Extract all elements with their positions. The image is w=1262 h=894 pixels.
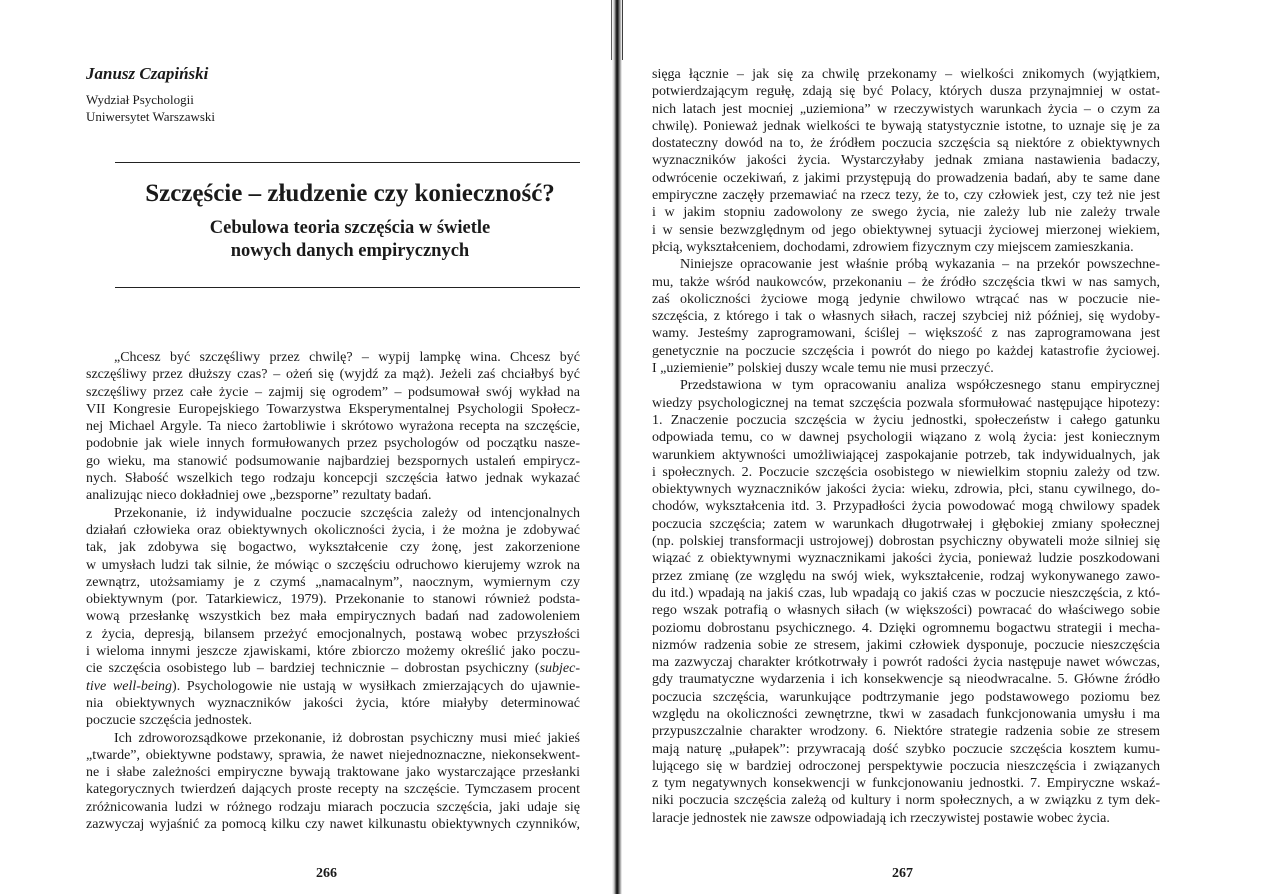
text-line	[652, 533, 1160, 550]
text-line	[652, 395, 1160, 412]
text-line	[652, 741, 1160, 758]
text-line	[652, 135, 1160, 152]
text-line	[652, 671, 1160, 688]
text-line	[652, 204, 1160, 221]
text-line-content: Przekonanie, iż indywidualne poczucie szczęścia zależy od intencjonalnych	[114, 505, 580, 521]
text-line-content: wamy. Jesteśmy zaprogramowani, ściślej – większość z nas zaprogramowana jest	[652, 326, 1160, 342]
text-line-content: zewnątrz, utożsamiamy je z czymś „namacalnym”, naocznym, wymiernym czy	[86, 574, 580, 590]
text-line	[86, 349, 580, 366]
text-line-content: obiektywnym (por. Tatarkiewicz, 1979). Przekonanie to stanowi również podsta-	[86, 592, 580, 608]
text-line	[652, 377, 1160, 394]
text-line	[652, 256, 1160, 273]
text-line-content: warunkiem aktywności umożliwiającej zaspokajanie potrzeb, tak indywidualnych, jak	[652, 447, 1160, 463]
text-line-content: obiektywnych wyznaczników jakości życia: wieku, zdrowia, płci, stanu cywilnego, do-	[652, 482, 1160, 498]
text-line-content: zaś okoliczności życiowe mogą jedynie chwilowo wtrącać nas w poczucie nie-	[652, 291, 1160, 307]
text-line	[86, 522, 580, 539]
text-line-content: rego wszak potrafią o własnych siłach (w większości) powracać do właściwego sobie	[652, 603, 1160, 619]
text-line	[652, 792, 1160, 809]
text-line	[86, 453, 580, 470]
text-line-content: poczucia szczęścia; zatem w warunkach długotrwałej i głębokiej zmiany społecznej	[652, 516, 1160, 532]
title-rule-top	[115, 162, 580, 163]
text-line-content: podobnie jak wiele innych formułowanych przez psychologów od początku nasze-	[86, 436, 580, 452]
text-line	[86, 487, 580, 504]
text-line	[652, 187, 1160, 204]
text-line-content: genetycznie na poczucie szczęścia i powrót do niego po każdej katastrofie życiowej.	[652, 343, 1160, 359]
text-line-content: lującego się w bardziej odroczonej perspektywie poczucia nieszczęścia i związanych	[652, 758, 1160, 774]
text-line-content: empiryczne zaczęły przemawiać na rzecz tezy, że to, czy człowiek jest, czy też nie jest	[652, 188, 1160, 204]
text-line	[86, 626, 580, 643]
affiliation-department: Wydział Psychologii	[86, 92, 194, 107]
text-line-content: Niniejsze opracowanie jest właśnie próbą wykazania – na przekór powszechne-	[680, 257, 1160, 273]
text-line-content: wiedzy psychologicznej na temat szczęścia pozwala sformułować następujące hipotezy:	[652, 395, 1160, 411]
text-line	[652, 689, 1160, 706]
page-number-left: 266	[316, 866, 337, 881]
text-line-content: szczęścia, z którego i tak o własnych siłach, raczej szybciej niż później, się wydoby-	[652, 309, 1160, 325]
text-line	[652, 66, 1160, 83]
text-line-content: sięga łącznie – jak się za chwilę przekonamy – wielkości znikomych (wyjątkiem,	[652, 67, 1160, 82]
text-line	[86, 781, 580, 798]
text-line	[652, 568, 1160, 585]
text-line	[652, 723, 1160, 740]
text-line	[652, 637, 1160, 654]
text-line-content: ma zazwyczaj charakter krótkotrwały i powrót radości życia następuje nawet wówczas,	[652, 655, 1160, 671]
text-line-content: wiązać z obiektywnymi wyznacznikami jakości życia, ponieważ ludzie poszkodowani	[652, 551, 1160, 567]
author-name: Janusz Czapiński	[86, 64, 209, 83]
text-line-content: kategorycznych twierdzeń dających proste recepty na szczęście. Tymczasem procent	[86, 782, 580, 798]
text-line-content: cie szczęścia osobistego lub – bardziej technicznie – dobrostan psychiczny (	[86, 661, 540, 677]
affiliation-university: Uniwersytet Warszawski	[86, 109, 216, 124]
text-line-content: niki poczucia szczęścia zależą od kultury i norm społecznych, a w związku z tym dek-	[652, 793, 1160, 809]
text-line	[652, 706, 1160, 723]
text-line-content: zróżnicowania ludzi w różnego rodzaju miarach poczucia szczęścia, jaki udaje się	[86, 799, 580, 815]
text-line	[652, 239, 1160, 256]
text-line-content: szczęśliwy przez całe życie – zajmij się ogrodem” – podsumował swój wykład na	[86, 384, 580, 400]
text-line	[86, 539, 580, 556]
text-line	[652, 550, 1160, 567]
title-rule-bottom	[115, 287, 580, 288]
text-line	[652, 602, 1160, 619]
text-line-content: dostateczny dowód na to, że źródłem poczucia szczęścia są niektóre z obiektywnych	[652, 136, 1160, 152]
text-line-content: działań człowieka oraz obiektywnych okoliczności życia, i że można je zdobywać	[86, 522, 580, 538]
text-line	[86, 695, 580, 712]
text-line	[86, 608, 580, 625]
text-line	[86, 660, 580, 677]
text-line	[652, 170, 1160, 187]
right-body-text	[652, 66, 1160, 827]
text-line-content: nich latach jest mocniej „uziemiona” w rzeczywistych warunkach życia – o czym za	[652, 101, 1160, 117]
text-line-content: laracje jednostek nie zawsze odpowiadają ich rzeczywistej postawie wobec życia.	[652, 810, 1110, 826]
text-line-content: 1. Znaczenie poczucia szczęścia w życiu jednostki, społeczeństw i całego gatunku	[652, 412, 1160, 428]
text-line-content: poczucia szczęścia, warunkujące podtrzymanie jego podstawowego poziomu bez	[652, 689, 1160, 705]
text-line	[86, 574, 580, 591]
text-line-content: wyznaczników jakości życia. Wystarczyłaby jednak zmiana nastawienia badaczy,	[652, 153, 1160, 169]
italic-term: subjec-	[539, 661, 580, 677]
text-line	[652, 464, 1160, 481]
text-line	[86, 764, 580, 781]
text-line	[652, 758, 1160, 775]
text-line	[652, 481, 1160, 498]
text-line	[652, 412, 1160, 429]
text-line-content: nej Michael Argyle. Ta nieco żartobliwie i skrótowo wyrażona recepta na szczęście,	[86, 419, 580, 435]
text-line	[652, 775, 1160, 792]
text-line-content: (np. polskiej transformacji ustrojowej) dobrostan psychiczny obywateli może silniej się	[652, 534, 1160, 550]
text-line-content: płcią, wykształceniem, dochodami, zdrowiem fizycznym czy miejscem zamieszkania.	[652, 239, 1134, 255]
text-line-content: i w sensie bezwzględnym od jego obiektywnej sytuacji życiowej mierzonej wiekiem,	[652, 222, 1160, 238]
text-line-content: „twarde”, obiektywne podstawy, sprawia, że nawet niejednoznaczne, niekonsekwent-	[86, 747, 580, 763]
text-line-content: poczucie szczęścia jednostek.	[86, 713, 252, 729]
text-line-content: gdy traumatyczne wydarzenia i ich konsekwencje są nieodwracalne. 5. Główne źródło	[652, 672, 1160, 688]
text-line	[86, 747, 580, 764]
text-line-content: z tym negatywnych konsekwencji w funkcjonowaniu jednostki. 7. Empiryczne wskaź-	[652, 776, 1160, 792]
text-line-content: przez zmianę (ze względu na swój wiek, wykształcenie, rodzaj wykonywanego zawo-	[652, 568, 1160, 584]
text-line	[86, 591, 580, 608]
text-line	[652, 222, 1160, 239]
text-line-content: odwrócenie oczekiwań, z jakimi przystępują do prowadzenia badań, aby te same dane	[652, 170, 1160, 186]
text-line-content: w umysłach ludzi tak silnie, że mówiąc o szczęściu odruchowo kierujemy wzrok na	[86, 557, 580, 573]
text-line-content: ne i słabe zależności empiryczne bywają traktowane jako wystarczające przesłanki	[86, 765, 580, 781]
text-line	[652, 118, 1160, 135]
text-line	[652, 325, 1160, 342]
text-line	[652, 654, 1160, 671]
text-line	[652, 274, 1160, 291]
text-line	[652, 810, 1160, 827]
text-line-content: wową przesłankę wszystkich bez mała empirycznych badań nad zadowoleniem	[86, 609, 580, 625]
article-subtitle-line-2: nowych danych empirycznych	[230, 241, 470, 261]
text-line	[86, 799, 580, 816]
text-line	[652, 429, 1160, 446]
text-line-content: szczęśliwy przez dłuższy czas? – ożeń się (wyjdź za mąż). Jeżeli zaś chciałbyś być	[86, 367, 580, 383]
article-title: Szczęście – złudzenie czy konieczność?	[145, 180, 555, 207]
text-line-content: du itd.) wpadają na jakiś czas, lub wpadają co jakiś czas w poczucie nieszczęścia, z któ-	[652, 585, 1160, 601]
text-line-content: nizmów radzenia sobie ze stresem, jakimi człowiek dysponuje, poczucie nieszczęścia	[652, 637, 1160, 653]
text-line-content: nia obiektywnych wyznaczników jakości życia, które miałyby determinować	[86, 695, 580, 711]
text-line	[86, 557, 580, 574]
text-line-content: nych. Słabość wszelkich tego rodzaju koncepcji szczęścia łatwo jednak wykazać	[86, 471, 580, 487]
text-line	[652, 152, 1160, 169]
text-line-content: względu na okoliczności zewnętrzne, tkwi w zasadach funkcjonowania umysłu i ma	[652, 706, 1160, 722]
text-line	[652, 585, 1160, 602]
text-line	[86, 418, 580, 435]
text-line	[652, 516, 1160, 533]
text-line-content: zazwyczaj wyjaśnić za pomocą kilku czy nawet kilkunastu obiektywnych czynników,	[86, 817, 580, 833]
text-line	[86, 470, 580, 487]
text-line	[652, 447, 1160, 464]
text-line	[86, 816, 580, 833]
text-line	[86, 678, 580, 695]
text-line-content: go wieku, ma stanowić podsumowanie najbardziej bezspornych ustaleń empirycz-	[86, 453, 580, 469]
text-line-content: i w jakim stopniu zadowolony ze swego życia, nie zależy lub nie zależy trwale	[652, 205, 1160, 221]
text-line	[86, 730, 580, 747]
text-line	[652, 620, 1160, 637]
page-number-right: 267	[892, 866, 913, 881]
text-line-content: przypuszczalnie charakter wrodzony. 6. Niektóre strategie radzenia sobie ze stresem	[652, 724, 1160, 740]
text-line-content: mu, także wśród naukowców, przekonaniu – że źródło szczęścia tkwi w nas samych,	[652, 274, 1160, 290]
text-line	[86, 435, 580, 452]
book-spine-gutter	[612, 0, 622, 894]
text-line-content: „Chcesz być szczęśliwy przez chwilę? – wypij lampkę wina. Chcesz być	[114, 350, 580, 365]
text-line-content: Przedstawiona w tym opracowaniu analiza współczesnego stanu empirycznej	[680, 378, 1160, 394]
text-line	[652, 308, 1160, 325]
text-line	[86, 401, 580, 418]
text-line	[86, 366, 580, 383]
text-line	[86, 643, 580, 660]
text-line	[652, 498, 1160, 515]
text-line	[652, 360, 1160, 377]
text-line-content: z życia, depresją, bilansem przeżyć emocjonalnych, postawą wobec przyszłości	[86, 626, 580, 642]
text-line-content: i społecznych. 2. Poczucie szczęścia osobistego w niewielkim stopniu zależy od tzw.	[652, 464, 1160, 480]
text-line-content: analizując nieco dokładniej owe „bezsporne” rezultaty badań.	[86, 488, 432, 504]
italic-term: tive well-being	[86, 678, 173, 694]
text-line-content: poziomu dobrostanu psychicznego. 4. Dzięki ogromnemu bogactwu strategii i mecha-	[652, 620, 1160, 636]
text-line	[86, 712, 580, 729]
text-line	[86, 505, 580, 522]
text-line	[652, 101, 1160, 118]
text-line-content: tak, jak zdobywa się bogactwo, wykształcenie czy żonę, jest zakorzenione	[86, 540, 580, 556]
text-line-content: chwilę). Ponieważ jednak wielkości te bywają statystycznie istotne, to uznaje się je za	[652, 118, 1160, 134]
article-subtitle-line-1: Cebulowa teoria szczęścia w świetle	[209, 218, 491, 238]
text-line-continuation: ). Psychologowie nie ustają w wysiłkach zmierzających do ujawnie-	[172, 678, 580, 694]
text-line	[652, 83, 1160, 100]
text-line-content: Ich zdroworozsądkowe przekonanie, iż dobrostan psychiczny musi mieć jakieś	[114, 730, 580, 746]
text-line-content: I „uziemienie” polskiej duszy wcale temu nie musi przeczyć.	[652, 361, 994, 377]
left-body-text	[86, 349, 580, 833]
text-line	[652, 343, 1160, 360]
text-line-content: i wieloma innymi jeszcze zjawiskami, które zbiorczo możemy określić jako poczu-	[86, 644, 580, 660]
text-line-content: odpowiada temu, co w dawnej psychologii wiązano z wolą życia: jest koniecznym	[652, 430, 1160, 446]
text-line	[652, 291, 1160, 308]
text-line-content: potwierdzającym regułę, zdają się być Polacy, których dusza przynajmniej w ostat-	[652, 84, 1160, 100]
text-line	[86, 384, 580, 401]
text-line-content: chodów, wykształcenia itd. 3. Przypadłości życia powodować mogą chwilowy spadek	[652, 499, 1160, 515]
text-line-content: VII Kongresie Europejskiego Towarzystwa Eksperymentalnej Psychologii Społecz-	[86, 401, 580, 417]
text-line-content: mają naturę „pułapek”: przywracają dość szybko poczucie szczęścia kosztem kumu-	[652, 741, 1160, 757]
